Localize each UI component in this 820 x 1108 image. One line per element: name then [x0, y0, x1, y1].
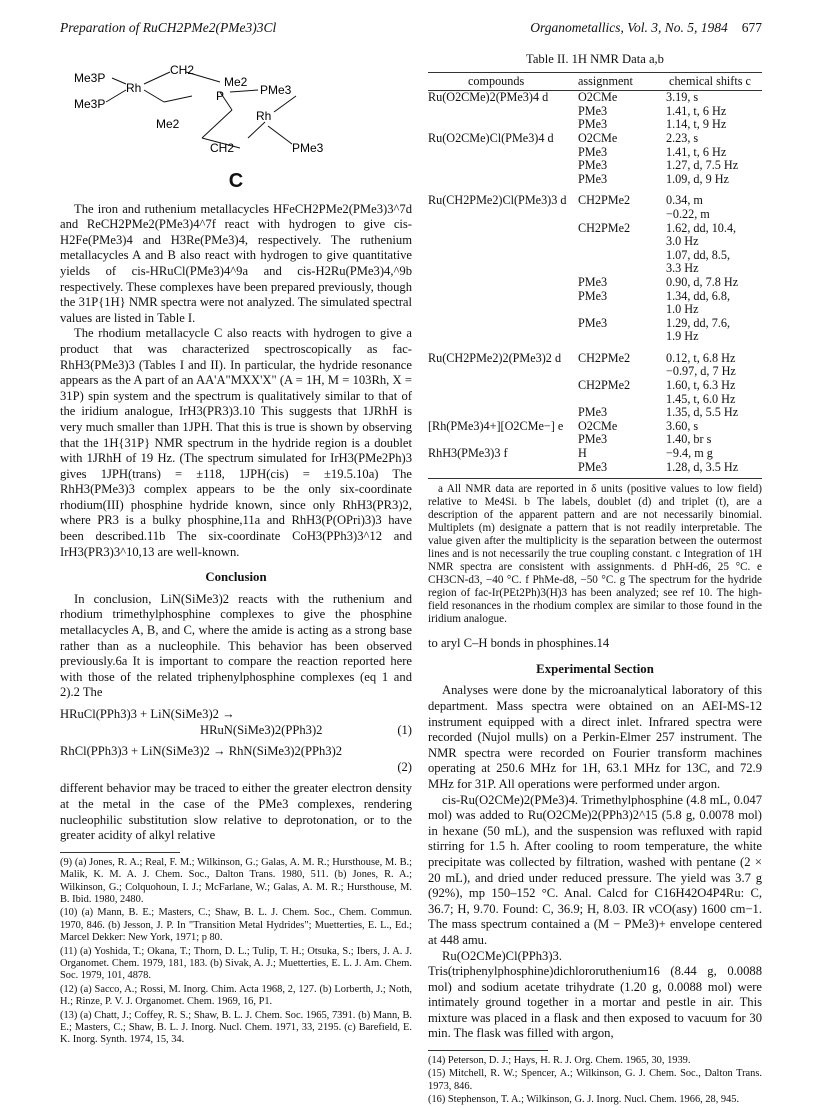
- table-cell-shift: 1.62, dd, 10.4,: [666, 220, 737, 235]
- table-cell-compound: [428, 461, 578, 475]
- struct-label-rh-1: Rh: [126, 81, 142, 95]
- footnote-rule: [428, 1050, 548, 1051]
- struct-label-p: P: [216, 89, 225, 103]
- table-row: [428, 173, 762, 187]
- reference: (16) Stephenson, T. A.; Wilkinson, G. J. Inorg. Nucl. Chem. 1966, 28, 945.: [428, 1094, 740, 1106]
- table-cell-shift: 1.41, t, 6 Hz: [666, 144, 727, 159]
- table-cell-compound: [428, 433, 578, 447]
- table-cell-shift: 1.60, t, 6.3 Hz: [666, 378, 736, 393]
- table-cell-shift: 1.41, t, 6 Hz: [666, 103, 727, 118]
- header-title: Preparation of RuCH2PMe2(PMe3)3Cl: [60, 20, 277, 35]
- table-cell-compound: [428, 379, 578, 393]
- left-column: [60, 52, 412, 1048]
- reference-list-right: [428, 1055, 762, 1107]
- table-cell-compound: [428, 222, 578, 236]
- table-cell-compound: [428, 393, 578, 407]
- equation-2-number: (2): [397, 759, 412, 774]
- table-cell-compound: [428, 290, 578, 304]
- reference: (11) (a) Yoshida, T.; Okana, T.; Thorn, D. L.; Tulip, T. H.; Otsuka, S.; Ibers, J. A. J. Organomet. Chem. 1979, 181, 183. (b) Sivak, A. J.; Muetterties, E. L. J. Am. Chem. Soc. 1979, 101, 4878.: [60, 945, 412, 982]
- table-cell-shift: 1.09, d, 9 Hz: [666, 171, 729, 186]
- table-cell-shift: 3.0 Hz: [666, 234, 699, 249]
- table-row: [428, 330, 762, 344]
- table-row: [428, 379, 762, 393]
- paragraph: The rhodium metallacycle C also reacts with hydrogen to give a product that was characterized spectroscopically as fac-RhH3(PMe3)3 (Tables I and II). In particular, the hydride resonance appears as the A part of an AA'A"MXX'X" (A = 1H, M = 103Rh, X = 31P) spin system and the spectrum is qualitatively similar to that of the iridium analogue, IrH3(PR3)3.10 This suggests that 1JRhH is very much smaller than 1JPH. That this is true is shown by observing that the 1H{31P} NMR spectrum in the hydride region is a doublet with 1JRhH of 19 Hz. (The spectrum simulated for IrH3(PMe2Ph)3 gives 1JPH(trans) = ±118, 1JPH(cis) = ±19.5.10a) The RhH3(PMe3)3 complex appears to be the only six-coordinate rhodium(III) phosphine hydride known, since only RhH3(PR3)2, where PR3 is a bulky phosphine,11a and RhH3(P(OPri)3)3 have been described.11b The six-coordinate CoH3(PPh3)3^12 and IrH3(PR3)3^10,13 are well-known.: [60, 326, 412, 559]
- table-cell-shift: −0.22, m: [666, 206, 710, 221]
- table-cell-assignment: CH2PMe2: [578, 350, 631, 365]
- paragraph: Analyses were done by the microanalytical laboratory of this department. Mass spectra were obtained on an AEI-MS-12 instrument equipped with a direct inlet. Infrared spectra were recorded (Nujol mulls) on a Perkin-Elmer 257 instrument. The NMR spectra were recorded on Fourier transform machines operating at 250.6 MHz for 1H, 63.1 MHz for 13C, and 72.9 MHz for 31P. All operations were performed under argon.: [428, 683, 762, 791]
- reference: (12) (a) Sacco, A.; Rossi, M. Inorg. Chim. Acta 1968, 2, 127. (b) Lorberth, J.; Noth, H.; Rinze, P. V. J. Organomet. Chem. 1969, 16, P1.: [60, 983, 412, 1008]
- table-cell-assignment: CH2PMe2: [578, 220, 631, 235]
- table-cell-shift: 1.29, dd, 7.6,: [666, 315, 730, 330]
- table-row: [428, 159, 762, 173]
- table-cell-shift: 1.34, dd, 6.8,: [666, 288, 730, 303]
- table-cell-shift: 1.14, t, 9 Hz: [666, 117, 727, 132]
- paragraph: cis-Ru(O2CMe)2(PMe3)4. Trimethylphosphine (4.8 mL, 0.047 mol) was added to Ru(O2CMe)2(PPh3)2^15 (5.8 g, 0.0078 mol) in hexane (50 mL), and the suspension was refluxed with rapid stirring for 1.5 h. After cooling to room temperature, the white precipitate was collected by filtration, washed with pentane (2 × 20 mL), and dried under reduced pressure. The yield was 3.7 g (92%), mp 150–152 °C. Anal. Calcd for C16H42O4P4Ru: C, 36.7; H, 9.70. Found: C, 36.9; H, 8.03. IR νCO(asy) 1600 cm−1. The mass spectrum contained a (M − PMe3)+ envelope centered at 448 amu.: [428, 792, 762, 947]
- reference: (10) (a) Mann, B. E.; Masters, C.; Shaw, B. L. J. Chem. Soc., Chem. Commun. 1970, 846. (b) Jesson, J. P. In "Transition Metal Hydrides"; Muetterties, E. L., Ed.; Marcel Dekker: New York, 1971; p 80.: [60, 907, 412, 944]
- table-cell-assignment: CH2PMe2: [578, 193, 631, 208]
- table-cell-compound: [428, 262, 578, 276]
- table-row: [428, 118, 762, 132]
- table-row: [428, 290, 762, 304]
- page-number: 677: [741, 20, 762, 35]
- table-cell-shift: −9.4, m g: [666, 446, 713, 461]
- reference: (14) Peterson, D. J.; Hays, H. R. J. Org. Chem. 1965, 30, 1939.: [428, 1055, 691, 1067]
- table-cell-assignment: O2CMe: [578, 130, 618, 145]
- table-cell-assignment: PMe3: [578, 103, 608, 118]
- right-column: [428, 52, 762, 1108]
- table-row: [428, 433, 762, 447]
- table-cell-compound: [428, 249, 578, 263]
- struct-label-me3p-2: Me3P: [74, 97, 106, 111]
- struct-label-me2-1: Me2: [224, 75, 248, 89]
- table-cell-assignment: O2CMe: [578, 90, 618, 105]
- table-cell-shift: 1.35, d, 5.5 Hz: [666, 405, 739, 420]
- equation-2-body: RhCl(PPh3)3 + LiN(SiMe3)2 → RhN(SiMe3)2(PPh3)2: [60, 744, 343, 759]
- table-cell-compound: Ru(CH2PMe2)Cl(PMe3)3 d: [428, 193, 567, 208]
- table-row: [428, 317, 762, 331]
- footnote-rule: [60, 852, 180, 853]
- table-row: [428, 249, 762, 263]
- table-cell-shift: 1.27, d, 7.5 Hz: [666, 158, 739, 173]
- table-cell-assignment: PMe3: [578, 432, 608, 447]
- struct-label-ch2-2: CH2: [210, 141, 235, 155]
- table-cell-compound: [428, 173, 578, 187]
- table-cell-assignment: [578, 393, 658, 407]
- table-cell-assignment: PMe3: [578, 158, 608, 173]
- table-cell-assignment: [578, 249, 658, 263]
- reference: (13) (a) Chatt, J.; Coffey, R. S.; Shaw, B. L. J. Chem. Soc. 1965, 7391. (b) Mann, B. E.; Masters, C.; Shaw, B. L. J. Inorg. Nucl. Chem. 1971, 33, 2195. (c) Barefield, E. K. Inorg. Synth. 1974, 15, 34.: [60, 1009, 412, 1046]
- table-cell-shift: 0.12, t, 6.8 Hz: [666, 350, 736, 365]
- table-cell-compound: [428, 365, 578, 379]
- table-cell-compound: Ru(O2CMe)Cl(PMe3)4 d: [428, 130, 554, 145]
- table-cell-shift: 2.23, s: [666, 130, 699, 145]
- table-cell-compound: [428, 208, 578, 222]
- table-row: [428, 91, 762, 105]
- table-cell-assignment: [578, 365, 658, 379]
- header-journal: Organometallics, Vol. 3, No. 5, 1984 677: [530, 20, 762, 35]
- table-cell-compound: [428, 146, 578, 160]
- reference: (9) (a) Jones, R. A.; Real, F. M.; Wilkinson, G.; Galas, A. M. R.; Hursthouse, M. B.; Malik, K. M. A. J. Chem. Soc., Dalton Trans. 1980, 511. (b) Jones, R. A.; Wilkinson, G.; Colquohoun, I. J.; McFarlane, W.; Galas, A. M. R.; Hursthouse, M. B. Ibid. 1980, 2480.: [60, 856, 412, 905]
- table-row: [428, 208, 762, 222]
- nmr-table: [428, 72, 762, 475]
- table-row: [428, 276, 762, 290]
- table-cell-shift: 3.60, s: [666, 418, 699, 433]
- paragraph: different behavior may be traced to either the greater electron density at the metal in the case of the PMe3 complexes, rendering nucleophilic substitution slow relative to deprotonation, or to the greater acidity of alkyl relative: [60, 781, 412, 843]
- table-cell-assignment: [578, 262, 658, 276]
- table-row: [428, 365, 762, 379]
- struct-label-ch2-1: CH2: [170, 63, 195, 77]
- table-cell-assignment: H: [578, 446, 587, 461]
- table-cell-assignment: PMe3: [578, 144, 608, 159]
- table-cell-shift: 1.07, dd, 8.5,: [666, 247, 730, 262]
- table-row: [428, 194, 762, 208]
- table-cell-compound: [428, 276, 578, 290]
- table-cell-shift: 0.34, m: [666, 193, 703, 208]
- struct-label-rh-2: Rh: [256, 109, 272, 123]
- table-cell-shift: 3.3 Hz: [666, 261, 699, 276]
- table-cell-compound: [428, 118, 578, 132]
- table-cell-compound: [428, 159, 578, 173]
- table-cell-assignment: PMe3: [578, 171, 608, 186]
- table-row: [428, 235, 762, 249]
- table-header: assignment: [578, 72, 658, 91]
- table-header: compounds: [428, 72, 578, 91]
- paragraph: The iron and ruthenium metallacycles HFeCH2PMe2(PMe3)3^7d and ReCH2PMe2(PMe3)4^7f react with hydrogen to give cis-H2Fe(PMe3)4 and H3Re(PMe3)4, respectively. The ruthenium metallacycles A and B also react with hydrogen to give quantitative yields of cis-HRuCl(PMe3)4^9a and cis-H2Ru(PMe3)4,^9b respectively. These complexes have been prepared previously, though the 31P{1H} NMR spectra were not analyzed. The simulated spectral values are listed in Table I.: [60, 201, 412, 325]
- section-heading-experimental: Experimental Section: [536, 661, 654, 676]
- table-row: [428, 262, 762, 276]
- table-cell-shift: 0.90, d, 7.8 Hz: [666, 274, 739, 289]
- table-cell-shift: 1.40, br s: [666, 432, 712, 447]
- table-cell-compound: [428, 406, 578, 420]
- running-header: [60, 20, 762, 36]
- table-row: [428, 146, 762, 160]
- table-cell-shift: 1.9 Hz: [666, 329, 699, 344]
- struct-label-me3p-1: Me3P: [74, 71, 106, 85]
- structure-c-drawing: [60, 52, 412, 162]
- table-row: [428, 461, 762, 475]
- table-cell-assignment: CH2PMe2: [578, 378, 631, 393]
- table-row: [428, 352, 762, 366]
- paragraph: In conclusion, LiN(SiMe3)2 reacts with the ruthenium and rhodium trimethylphosphine complexes to give the phosphine metallacycles A, B, and C, where the amide is acting as a strong base rather than as a nucleophile. This behavior has been observed previously.6a It is important to compare the reaction reported here with those of the related triphenylphosphine complexes (eq 1 and 2).2 The: [60, 591, 412, 700]
- table-footnote: [428, 478, 762, 626]
- table-cell-shift: 1.28, d, 3.5 Hz: [666, 459, 739, 474]
- equation-1: [60, 707, 412, 738]
- structure-c-figure: [60, 52, 412, 162]
- table-row: [428, 420, 762, 434]
- struct-label-me2-2: Me2: [156, 117, 180, 131]
- table-cell-compound: Ru(O2CMe)2(PMe3)4 d: [428, 90, 549, 105]
- table-row: [428, 406, 762, 420]
- table-cell-assignment: PMe3: [578, 117, 608, 132]
- table-cell-assignment: [578, 235, 658, 249]
- paragraph: to aryl C–H bonds in phosphines.14: [428, 636, 610, 651]
- table-cell-assignment: PMe3: [578, 459, 608, 474]
- table-cell-shift: −0.97, d, 7 Hz: [666, 364, 736, 379]
- table-title: Table II. 1H NMR Data a,b: [526, 52, 664, 66]
- equation-1-reactants: HRuCl(PPh3)3 + LiN(SiMe3)2 →: [60, 707, 235, 721]
- equation-2: [60, 744, 412, 775]
- table-cell-assignment: [578, 208, 658, 222]
- reference-list-left: [60, 857, 412, 1047]
- table-cell-assignment: PMe3: [578, 315, 608, 330]
- compound-label: C: [228, 170, 244, 192]
- table-footnote-text: a All NMR data are reported in δ units (positive values to low field) relative to Me4Si. b The labels, doublet (d) and triplet (t), are a description of the apparent pattern and are not necessarily binomial. Multiplets (m) designate a pattern that is not readily interpretable. The value given after the multiplicity is the separation between the outermost lines and is not necessarily the true coupling constant. c Integration of 1H NMR spectra are consistent with assignments. d PhH-d6, 25 °C. e CH3CN-d3, −40 °C. f PhMe-d8, −50 °C. g The spectrum for the hydride region of fac-Ir(PEt2Ph)3(H)3 has been analyzed; see ref 10. The high-field resonances in the rhodium complex are similar to those found in the iridium analogue.: [428, 483, 762, 626]
- table-cell-compound: [428, 330, 578, 344]
- table-cell-shift: 1.45, t, 6.0 Hz: [666, 391, 736, 406]
- table-cell-assignment: [578, 303, 658, 317]
- struct-label-pme3-1: PMe3: [260, 83, 292, 97]
- table-cell-compound: Ru(CH2PMe2)2(PMe3)2 d: [428, 350, 562, 365]
- table-cell-assignment: O2CMe: [578, 418, 618, 433]
- table-row: [428, 132, 762, 146]
- table-body: [428, 91, 762, 475]
- table-cell-compound: [428, 303, 578, 317]
- table-cell-compound: [428, 105, 578, 119]
- table-cell-assignment: PMe3: [578, 274, 608, 289]
- table-cell-compound: [428, 317, 578, 331]
- table-cell-assignment: PMe3: [578, 288, 608, 303]
- table-cell-compound: RhH3(PMe3)3 f: [428, 446, 508, 461]
- table-cell-shift: 3.19, s: [666, 90, 699, 105]
- equation-1-product: HRuN(SiMe3)2(PPh3)2: [200, 722, 323, 737]
- section-heading-conclusion: Conclusion: [205, 570, 267, 585]
- table-header: chemical shifts c: [658, 72, 762, 91]
- table-cell-compound: [Rh(PMe3)4+][O2CMe−] e: [428, 418, 564, 433]
- table-cell-shift: 1.0 Hz: [666, 302, 699, 317]
- table-row: [428, 222, 762, 236]
- table-row: [428, 447, 762, 461]
- table-row: [428, 105, 762, 119]
- struct-label-pme3-2: PMe3: [292, 141, 324, 155]
- table-cell-assignment: [578, 330, 658, 344]
- paragraph: Ru(O2CMe)Cl(PPh3)3. Tris(triphenylphosphine)dichlororuthenium16 (8.44 g, 0.0088 mol) and sodium acetate trihydrate (1.20 g, 0.0088 mol) were intimately ground together in a mortar and pestle in air. This mixture was placed in a flask and then exposed to vacuum for 30 min. The flask was filled with argon,: [428, 948, 762, 1041]
- equation-1-number: (1): [397, 722, 412, 737]
- table-cell-assignment: PMe3: [578, 405, 608, 420]
- table-cell-compound: [428, 235, 578, 249]
- table-row: [428, 393, 762, 407]
- table-row: [428, 303, 762, 317]
- reference: (15) Mitchell, R. W.; Spencer, A.; Wilkinson, G. J. Chem. Soc., Dalton Trans. 1973, 846.: [428, 1068, 762, 1092]
